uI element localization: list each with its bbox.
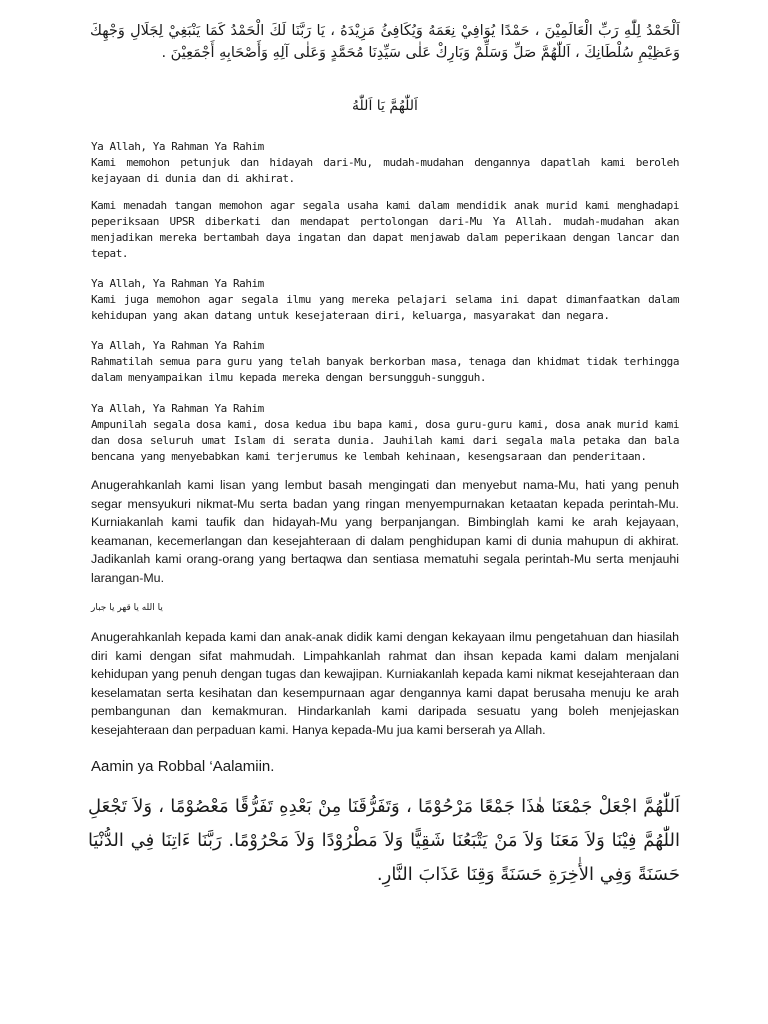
prayer-section [91, 139, 679, 187]
prayer-paragraph: Anugerahkanlah kepada kami dan anak-anak didik kami dengan kekayaan ilmu pengetahuan dan hiasilah diri kami dengan sifat mahmudah. Limpahkanlah rahmat dan ihsan kepada kami dalam menjalani kehidupan yang penuh dengan tugas dan kewajipan. Kurniakanlah kepada kami nikmat kesejahteraan dan keselamatan serta kesihatan dan kesempurnaan agar dengannya kami dapat berusaha menuju ke arah pembangunan dan kemakmuran. Hindarkanlah kami daripada sesuatu yang boleh menjejaskan kesejahteraan dan perpaduan kami. Hanya kepada-Mu jua kami berserah ya Allah. [91, 630, 679, 737]
prayer-section [91, 276, 679, 324]
prayer-section [91, 401, 679, 465]
arabic-opening-praise: اَلْحَمْدُ لِلّٰهِ رَبِّ الْعَالَمِيْنَ ، حَمْدًا يُوَافِيْ نِعَمَهُ وَيُكَافِئُ مَزِيْدَهُ ، يَا رَبَّنَا لَكَ الْحَمْدُ كَمَا يَنْبَغِيْ لِجَلَالِ وَجْهِكَ وَعَظِيْمِ سُلْطَانِكَ ، اَللّٰهُمَّ صَلِّ وَسَلِّمْ وَبَارِكْ عَلٰى سَيِّدِنَا مُحَمَّدٍ وَعَلٰى آلِهِ وَأَصْحَابِهِ أَجْمَعِيْنَ . [90, 23, 680, 61]
prayer-paragraph: Anugerahkanlah kami lisan yang lembut basah mengingati dan menyebut nama-Mu, hati yang penuh segar mensyukuri nikmat-Mu serta badan yang ringan menyempurnakan ketaatan kepada perintah-Mu. Kurniakanlah kami taufik dan hidayah-Mu yang berpanjangan. Bimbinglah kami ke arah kejayaan, keamanan, kecemerlangan dan kesejahteraan di dalam penghidupan kami di dunia mahupun di akhirat. Jadikanlah kami orang-orang yang bertaqwa dan sentiasa mematuhi segala perintah-Mu serta menjauhi larangan-Mu. [91, 478, 679, 585]
section-heading: Ya Allah, Ya Rahman Ya Rahim [91, 277, 264, 290]
section-body: Ampunilah segala dosa kami, dosa kedua ibu bapa kami, dosa guru-guru kami, dosa anak murid kami dan dosa seluruh umat Islam di serata dunia. Jauhilah kami dari segala mala petaka dan bala bencana yang menyebabkan kami terjerumus ke lembah kehinaan, kesengsaraan dan penderitaan. [91, 418, 679, 463]
section-body: Rahmatilah semua para guru yang telah banyak berkorban masa, tenaga dan khidmat tidak terhingga dalam menyampaikan ilmu kepada mereka dengan bersungguh-sungguh. [91, 355, 679, 384]
section-heading: Ya Allah, Ya Rahman Ya Rahim [91, 140, 264, 153]
amin-closing: Aamin ya Robbal ‘Aalamiin. [91, 758, 275, 775]
arabic-short-invocation: يا الله يا قهر يا جبار [91, 603, 163, 613]
section-body: Kami juga memohon agar segala ilmu yang mereka pelajari selama ini dapat dimanfaatkan dalam kehidupan yang akan datang untuk kesejateraan diri, keluarga, masyarakat dan negara. [91, 293, 679, 322]
prayer-section [91, 338, 679, 386]
arabic-invocation: اَللّٰهُمَّ يَا اَللّٰهُ [352, 98, 418, 114]
prayer-section [91, 198, 679, 262]
section-heading: Ya Allah, Ya Rahman Ya Rahim [91, 339, 264, 352]
section-heading: Ya Allah, Ya Rahman Ya Rahim [91, 402, 264, 415]
section-body: Kami memohon petunjuk dan hidayah dari-Mu, mudah-mudahan dengannya dapatlah kami beroleh kejayaan di dunia dan di akhirat. [91, 156, 679, 185]
arabic-closing-prayer: اَللّٰهُمَّ اجْعَلْ جَمْعَنَا هٰذَا جَمْعًا مَرْحُوْمًا ، وَتَفَرُّقَنَا مِنْ بَعْدِهِ تَفَرُّقًا مَعْصُوْمًا ، وَلاَ تَجْعَلِ اللّٰهُمَّ فِيْنَا وَلاَ مَعَنَا وَلاَ مَنْ يَتْبَعُنَا شَقِيًّا وَلاَ مَطْرُوْدًا وَلاَ مَحْرُوْمًا. رَبَّنَا ءَاتِنَا فِي الدُّنْيَا حَسَنَةً وَفِي الأٰخِرَةِ حَسَنَةً وَقِنَا عَذَابَ النَّارِ. [88, 796, 680, 885]
section-body: Kami menadah tangan memohon agar segala usaha kami dalam mendidik anak murid kami menghadapi peperiksaan UPSR diberkati dan mendapat pertolongan dari-Mu Ya Allah. mudah-mudahan akan menjadikan mereka bertambah daya ingatan dan dapat menjawab dalam peperikaan dengan lancar dan tepat. [91, 199, 679, 260]
